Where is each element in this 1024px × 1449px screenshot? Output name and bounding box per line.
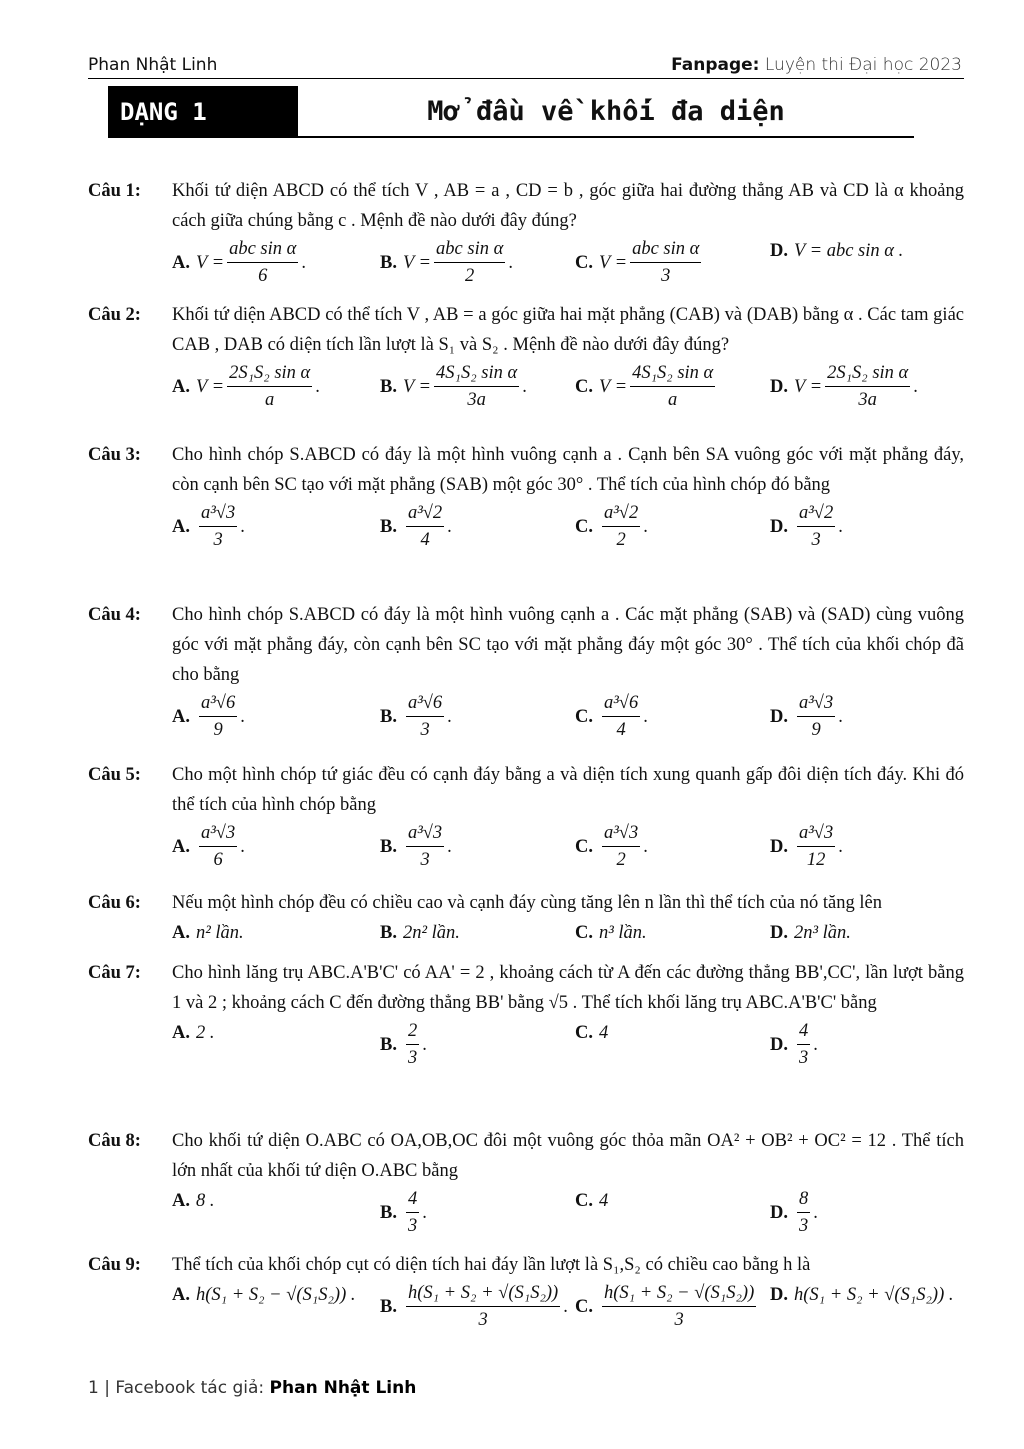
option-letter: D.	[770, 836, 788, 857]
question-text: Khối tứ diện ABCD có thể tích V , AB = a góc giữa hai mặt phẳng (CAB) và (DAB) bằng α . Các tam giác CAB , DAB có diện tích lần lượt là S₁ và S₂ . Mệnh đề nào dưới đây đúng?	[172, 305, 964, 355]
option-punctuation: .	[643, 516, 648, 537]
option-letter: A.	[172, 1023, 190, 1043]
option-punctuation: .	[240, 836, 245, 857]
answer-options	[172, 500, 964, 556]
fraction	[602, 820, 640, 873]
option-letter: B.	[380, 376, 397, 397]
option-punctuation: .	[422, 1202, 427, 1223]
fraction-numerator: a³√3	[797, 820, 835, 847]
fraction-denominator: 6	[213, 850, 223, 870]
option-letter: D.	[770, 241, 788, 261]
answer-option[interactable]	[380, 690, 452, 743]
option-letter: A.	[172, 516, 190, 537]
option-expression: V = abc sin α .	[794, 241, 904, 261]
fraction-denominator: 4	[420, 530, 430, 550]
option-expression: V =	[196, 376, 225, 397]
option-punctuation: .	[913, 376, 918, 397]
answer-options	[172, 820, 964, 876]
option-letter: C.	[575, 1023, 593, 1043]
answer-option[interactable]	[770, 236, 903, 266]
answer-option[interactable]	[770, 500, 843, 553]
question-label: Câu 4:	[88, 605, 141, 625]
fraction	[602, 500, 640, 553]
option-expression: V =	[196, 252, 225, 273]
fraction	[406, 500, 444, 553]
fraction	[406, 690, 444, 743]
question	[88, 300, 964, 416]
fraction	[797, 500, 835, 553]
fraction-numerator: abc sin α	[630, 236, 701, 263]
fraction-numerator: 4	[406, 1186, 419, 1213]
fraction-numerator: 2	[406, 1018, 419, 1045]
footer-page: 1 | Facebook tác giả:	[88, 1378, 265, 1398]
option-expression: V =	[402, 376, 432, 397]
fraction-denominator: 3	[407, 1216, 418, 1236]
header-divider	[88, 78, 964, 79]
fraction	[406, 820, 444, 873]
question-text: Cho khối tứ diện O.ABC có OA,OB,OC đôi một vuông góc thỏa mãn OA² + OB² + OC² = 12 . Thể tích lớn nhất của khối tứ diện O.ABC bằng	[172, 1131, 964, 1181]
option-punctuation: .	[563, 1296, 568, 1317]
option-letter: C.	[575, 706, 593, 727]
option-letter: D.	[770, 1285, 788, 1305]
fraction-denominator: 3a	[858, 390, 877, 410]
fraction-numerator: a³√2	[406, 500, 444, 527]
option-expression: h(S₁ + S₂ + √(S₁S₂)) .	[794, 1285, 954, 1305]
fraction-denominator: 3	[799, 1216, 809, 1236]
option-expression: n² lần.	[196, 923, 244, 943]
fraction-denominator: 3a	[467, 390, 486, 410]
fraction	[199, 500, 237, 553]
option-punctuation: .	[422, 1034, 427, 1055]
option-letter: A.	[172, 1191, 190, 1211]
option-letter: A.	[172, 706, 190, 727]
answer-option[interactable]	[172, 1186, 215, 1216]
option-punctuation: .	[838, 516, 843, 537]
fraction-numerator: a³√2	[602, 500, 640, 527]
question-text: Nếu một hình chóp đều có chiều cao và cạnh đáy cùng tăng lên n lần thì thể tích của nó tăng lên	[172, 893, 882, 913]
fanpage-value: Luyện thi Đại học 2023	[764, 55, 962, 75]
fraction	[227, 360, 312, 413]
answer-option[interactable]	[380, 500, 452, 553]
question-text: Thể tích của khối chóp cụt có diện tích hai đáy lần lượt là S₁,S₂ có chiều cao bằng h là	[172, 1255, 811, 1275]
fraction	[406, 1018, 419, 1071]
option-letter: D.	[770, 706, 788, 727]
answer-option[interactable]	[770, 1186, 818, 1239]
footer	[88, 1378, 416, 1398]
fraction	[434, 360, 519, 413]
fraction-denominator: a	[668, 390, 678, 410]
option-letter: D.	[770, 376, 788, 397]
option-expression: 4	[599, 1023, 609, 1043]
answer-option[interactable]	[770, 1280, 954, 1310]
option-punctuation: .	[240, 516, 245, 537]
question	[88, 176, 964, 292]
answer-option[interactable]	[380, 1280, 568, 1333]
answer-option[interactable]	[575, 1280, 759, 1333]
option-letter: A.	[172, 1285, 190, 1305]
answer-options	[172, 236, 964, 292]
option-letter: B.	[380, 836, 397, 857]
fraction-numerator: a³√6	[406, 690, 444, 717]
option-letter: B.	[380, 516, 397, 537]
question-label: Câu 3:	[88, 445, 141, 465]
answer-option[interactable]	[770, 918, 851, 948]
option-letter: B.	[380, 923, 397, 943]
fraction-denominator: 2	[616, 530, 626, 550]
option-punctuation: .	[447, 836, 452, 857]
question-text: Cho một hình chóp tứ giác đều có cạnh đáy bằng a và diện tích xung quanh gấp đôi diện tích đáy. Khi đó thể tích của hình chóp bằng	[172, 765, 964, 815]
question	[88, 1126, 964, 1242]
answer-option[interactable]	[380, 918, 460, 948]
answer-option[interactable]	[380, 820, 452, 873]
fraction	[630, 236, 701, 289]
question-label: Câu 8:	[88, 1131, 141, 1151]
header-fanpage	[671, 55, 962, 75]
answer-option[interactable]	[575, 820, 648, 873]
fraction-numerator: h(S₁ + S₂ + √(S₁S₂))	[406, 1280, 560, 1307]
option-punctuation: .	[838, 836, 843, 857]
answer-option[interactable]	[575, 918, 647, 948]
answer-options	[172, 1280, 964, 1336]
answer-options	[172, 1186, 964, 1242]
fraction-numerator: 4	[797, 1018, 810, 1045]
option-letter: C.	[575, 1296, 593, 1317]
footer-author: Phan Nhật Linh	[269, 1378, 417, 1398]
answer-options	[172, 360, 964, 416]
option-expression: n³ lần.	[599, 923, 647, 943]
fraction-denominator: 3	[674, 1310, 684, 1330]
answer-option[interactable]	[172, 236, 306, 289]
fraction	[630, 360, 715, 413]
fraction-denominator: 3	[811, 530, 821, 550]
question-text: Khối tứ diện ABCD có thể tích V , AB = a , CD = b , góc giữa hai đường thẳng AB và CD là α khoảng cách giữa chúng bằng c . Mệnh đề nào dưới đây đúng?	[172, 181, 964, 231]
fraction-denominator: 6	[258, 266, 268, 286]
fraction-numerator: a³√6	[602, 690, 640, 717]
question-label: Câu 9:	[88, 1255, 141, 1275]
option-expression: 2n³ lần.	[794, 923, 851, 943]
answer-option[interactable]	[575, 360, 718, 413]
fraction	[602, 1280, 756, 1333]
option-letter: D.	[770, 1034, 788, 1055]
question-label: Câu 5:	[88, 765, 141, 785]
fraction-numerator: abc sin α	[227, 236, 298, 263]
question	[88, 1250, 964, 1336]
question-label: Câu 2:	[88, 305, 141, 325]
fraction-numerator: 8	[797, 1186, 810, 1213]
fraction-denominator: 4	[616, 720, 626, 740]
option-expression: 4	[599, 1191, 609, 1211]
question-label: Câu 7:	[88, 963, 141, 983]
fraction-numerator: 4S₁S₂ sin α	[630, 360, 715, 387]
option-expression: h(S₁ + S₂ − √(S₁S₂)) .	[196, 1285, 356, 1305]
option-letter: B.	[380, 1296, 397, 1317]
fraction-numerator: a³√3	[406, 820, 444, 847]
option-expression: V =	[402, 252, 432, 273]
answer-option[interactable]	[172, 500, 245, 553]
answer-options	[172, 1018, 964, 1074]
answer-option[interactable]	[770, 1018, 818, 1071]
option-expression: V =	[599, 252, 628, 273]
fraction	[199, 820, 237, 873]
fraction-denominator: 3	[407, 1048, 418, 1068]
option-letter: C.	[575, 923, 593, 943]
answer-option[interactable]	[172, 360, 320, 413]
question	[88, 440, 964, 556]
answer-option[interactable]	[172, 1280, 356, 1310]
answer-option[interactable]	[380, 1186, 427, 1239]
fraction-denominator: 3	[661, 266, 671, 286]
fraction-numerator: a³√6	[199, 690, 237, 717]
fraction-numerator: a³√3	[602, 820, 640, 847]
fraction-numerator: 4S₁S₂ sin α	[434, 360, 519, 387]
fraction	[199, 690, 237, 743]
answer-option[interactable]	[380, 360, 527, 413]
section-title: Mở đầu về khối đa diện	[427, 96, 785, 127]
fraction-denominator: 3	[420, 720, 430, 740]
title-underline	[298, 136, 914, 138]
option-expression: 8 .	[196, 1191, 215, 1211]
fraction-denominator: 3	[213, 530, 223, 550]
fraction-denominator: 9	[213, 720, 223, 740]
answer-option[interactable]	[172, 690, 245, 743]
fraction	[602, 690, 640, 743]
option-letter: D.	[770, 516, 788, 537]
answer-option[interactable]	[770, 360, 918, 413]
option-punctuation: .	[447, 706, 452, 727]
fraction-denominator: 12	[806, 850, 826, 870]
fraction-numerator: abc sin α	[434, 236, 505, 263]
option-punctuation: .	[813, 1202, 818, 1223]
question-text: Cho hình lăng trụ ABC.A'B'C' có AA' = 2 , khoảng cách từ A đến các đường thẳng BB',CC', lần lượt bằng 1 và 2 ; khoảng cách C đến đường thẳng BB' bằng √5 . Thể tích khối lăng trụ ABC.A'B'C' bằng	[172, 963, 964, 1013]
answer-option[interactable]	[172, 820, 245, 873]
option-letter: B.	[380, 1034, 397, 1055]
fraction	[797, 690, 835, 743]
fraction	[797, 1186, 810, 1239]
answer-option[interactable]	[172, 918, 244, 948]
option-letter: A.	[172, 252, 190, 273]
fraction-numerator: a³√3	[199, 500, 237, 527]
question-label: Câu 1:	[88, 181, 141, 201]
answer-option[interactable]	[575, 500, 648, 553]
answer-option[interactable]	[380, 1018, 427, 1071]
option-letter: C.	[575, 376, 593, 397]
fraction-numerator: 2S₁S₂ sin α	[825, 360, 910, 387]
fraction-numerator: a³√2	[797, 500, 835, 527]
question	[88, 958, 964, 1074]
fraction	[227, 236, 298, 289]
fraction	[797, 1018, 810, 1071]
option-expression: V =	[794, 376, 823, 397]
fraction	[825, 360, 910, 413]
option-expression: V =	[599, 376, 628, 397]
answer-option[interactable]	[575, 1186, 608, 1216]
fraction	[406, 1186, 419, 1239]
answer-options	[172, 918, 964, 950]
option-punctuation: .	[838, 706, 843, 727]
question	[88, 600, 964, 746]
answer-options	[172, 690, 964, 746]
fraction-denominator: 2	[465, 266, 475, 286]
option-punctuation: .	[447, 516, 452, 537]
option-letter: C.	[575, 1191, 593, 1211]
option-punctuation: .	[643, 836, 648, 857]
option-punctuation: .	[315, 376, 320, 397]
fraction-numerator: 2S₁S₂ sin α	[227, 360, 312, 387]
fraction-denominator: a	[265, 390, 275, 410]
option-letter: C.	[575, 252, 593, 273]
fraction-numerator: a³√3	[797, 690, 835, 717]
option-letter: A.	[172, 923, 190, 943]
fraction	[797, 820, 835, 873]
option-letter: B.	[380, 252, 397, 273]
answer-option[interactable]	[770, 820, 843, 873]
fraction-numerator: a³√3	[199, 820, 237, 847]
answer-option[interactable]	[575, 1018, 608, 1048]
option-letter: B.	[380, 706, 397, 727]
header-author: Phan Nhật Linh	[88, 55, 218, 75]
fraction-denominator: 3	[420, 850, 430, 870]
option-punctuation: .	[240, 706, 245, 727]
option-letter: A.	[172, 376, 190, 397]
section-tag: DẠNG 1	[108, 86, 298, 138]
option-expression: 2n² lần.	[402, 923, 460, 943]
option-letter: D.	[770, 923, 788, 943]
option-letter: D.	[770, 1202, 788, 1223]
answer-option[interactable]	[770, 690, 843, 743]
option-punctuation: .	[813, 1034, 818, 1055]
answer-option[interactable]	[380, 236, 513, 289]
option-letter: A.	[172, 836, 190, 857]
option-letter: C.	[575, 836, 593, 857]
question	[88, 760, 964, 876]
answer-option[interactable]	[575, 236, 704, 289]
question-text: Cho hình chóp S.ABCD có đáy là một hình vuông cạnh a . Cạnh bên SA vuông góc với mặt phẳng đáy, còn cạnh bên SC tạo với mặt phẳng (SAB) một góc 30° . Thể tích của hình chóp đó bằng	[172, 445, 964, 495]
option-punctuation: .	[301, 252, 306, 273]
option-letter: B.	[380, 1202, 397, 1223]
fraction-denominator: 3	[478, 1310, 488, 1330]
option-punctuation: .	[522, 376, 527, 397]
fanpage-label: Fanpage:	[671, 55, 760, 75]
answer-option[interactable]	[172, 1018, 215, 1048]
fraction-denominator: 3	[799, 1048, 809, 1068]
question-text: Cho hình chóp S.ABCD có đáy là một hình vuông cạnh a . Các mặt phẳng (SAB) và (SAD) cùng vuông góc với mặt phẳng đáy, còn cạnh bên SC tạo với mặt phẳng đáy một góc 30° . Thể tích của khối chóp đã cho bằng	[172, 605, 964, 685]
question-label: Câu 6:	[88, 893, 141, 913]
fraction	[406, 1280, 560, 1333]
fraction-denominator: 9	[811, 720, 821, 740]
answer-option[interactable]	[575, 690, 648, 743]
option-expression: 2 .	[196, 1023, 215, 1043]
option-punctuation: .	[508, 252, 513, 273]
fraction-numerator: h(S₁ + S₂ − √(S₁S₂))	[602, 1280, 756, 1307]
fraction	[434, 236, 505, 289]
option-punctuation: .	[643, 706, 648, 727]
fraction-denominator: 2	[616, 850, 626, 870]
option-letter: C.	[575, 516, 593, 537]
question	[88, 888, 964, 950]
